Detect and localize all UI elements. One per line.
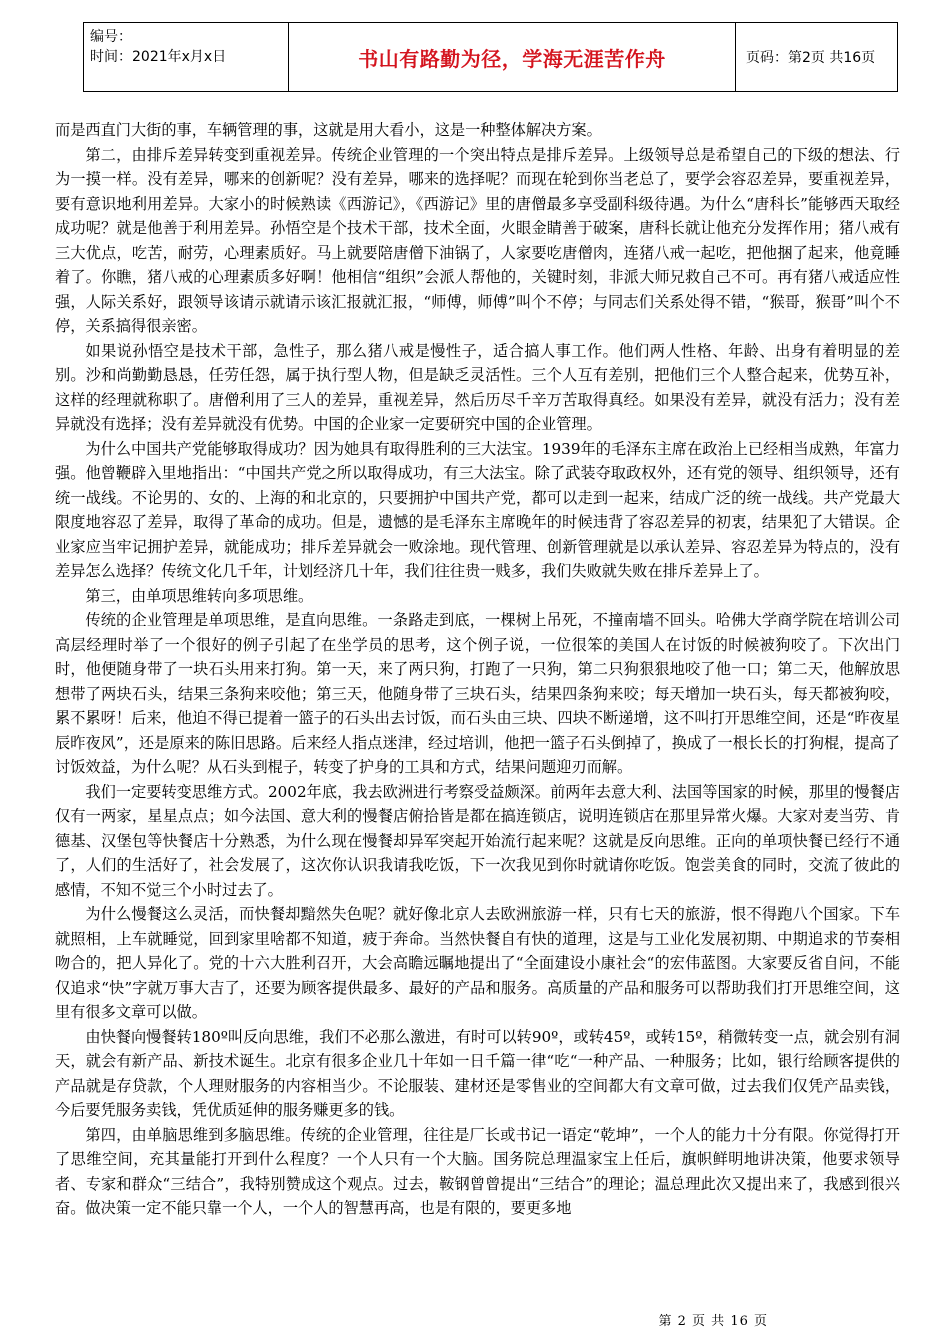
document-body: [55, 118, 900, 1221]
page-header: [83, 22, 898, 92]
page-footer: 第 2 页 共 16 页: [658, 1314, 768, 1329]
paragraph: 第三，由单项思维转向多项思维。: [85, 586, 314, 605]
paragraph: 第二，由排斥差异转变到重视差异。传统企业管理的一个突出特点是排斥差异。上级领导总是希望自己的下级的想法、行为一摸一样。没有差异，哪来的创新呢？没有差异，哪来的选择呢？而现在轮到你当老总了，要学会容忍差异，要重视差异，要有意识地利用差异。大家小的时候熟读《西游记》，《西游记》里的唐僧最多享受副科级待遇。为什么“唐科长”能够西天取经成功呢？就是他善于利用差异。孙悟空是个技术干部，技术全面，火眼金睛善于破案，唐科长就让他充分发挥作用；猪八戒有三大优点，吃苦，耐劳，心理素质好。马上就要陪唐僧下油锅了，人家要吃唐僧肉，连猪八戒一起吃，把他捆了起来，他竟睡着了。你瞧，猪八戒的心理素质多好啊！他相信“组织”会派人帮他的，关键时刻，非派大师兄救自己不可。再有猪八戒适应性强，人际关系好，跟领导该请示就请示该汇报就汇报，“师傅，师傅”叫个不停；与同志们关系处得不错，“猴哥，猴哥”叫个不停，关系搞得很亲密。: [55, 145, 900, 335]
paragraph: 为什么慢餐这么灵活，而快餐却黯然失色呢？就好像北京人去欧洲旅游一样，只有七天的旅游，恨不得跑八个国家。下车就照相，上车就睡觉，回到家里啥都不知道，疲于奔命。当然快餐自有快的道理，这是与工业化发展初期、中期追求的节奏相吻合的，把人异化了。党的十六大胜利召开，大会高瞻远瞩地提出了“全面建设小康社会“的宏伟蓝图。大家要反省自问，不能仅追求“快”字就万事大吉了，还要为顾客提供最多、最好的产品和服务。高质量的产品和服务可以帮助我们打开思维空间，这里有很多文章可以做。: [55, 905, 900, 1021]
header-motto: 书山有路勤为径，学海无涯苦作舟: [358, 46, 666, 71]
paragraph: 而是西直门大街的事，车辆管理的事，这就是用大看小，这是一种整体解决方案。: [55, 121, 602, 139]
header-info-cell: [84, 23, 289, 91]
paragraph: 为什么中国共产党能够取得成功？因为她具有取得胜利的三大法宝。1939年的毛泽东主席在政治上已经相当成熟，年富力强。他曾鞭辟入里地指出：“中国共产党之所以取得成功，有三大法宝。除了武装夺取政权外，还有党的领导、组织领导，还有统一战线。不论男的、女的、上海的和北京的，只要拥护中国共产党，都可以走到一起来，结成广泛的统一战线。共产党最大限度地容忍了差异，取得了革命的成功。但是，遗憾的是毛泽东主席晚年的时候违背了容忍差异的初衷，结果犯了大错误。企业家应当牢记拥护差异，就能成功；排斥差异就会一败涂地。现代管理、创新管理就是以承认差异、容忍差异为特点的，没有差异怎么选择？传统文化几千年，计划经济几十年，我们往往贵一贱多，我们失败就失败在排斥差异上了。: [55, 439, 900, 580]
header-motto-cell: [289, 23, 736, 91]
document-number-label: 编号：: [90, 29, 132, 45]
header-page-info: 页码：第2页 共16页: [746, 50, 876, 66]
document-time: 时间：2021年x月x日: [90, 49, 227, 65]
paragraph: 我们一定要转变思维方式。2002年底，我去欧洲进行考察受益颇深。前两年去意大利、法国等国家的时候，那里的慢餐店仅有一两家，星星点点；如今法国、意大利的慢餐店俯拾皆是都在搞连锁店，说明连锁店在那里异常火爆。大家对麦当劳、肯德基、汉堡包等快餐店十分熟悉，为什么现在慢餐却异军突起开始流行起来呢？这就是反向思维。正向的单项快餐已经行不通了，人们的生活好了，社会发展了，这次你认识我请我吃饭，下一次我见到你时就请你吃饭。饱尝美食的同时，交流了彼此的感情，不知不觉三个小时过去了。: [55, 782, 900, 899]
paragraph: 由快餐向慢餐转180º叫反向思维，我们不必那么激进，有时可以转90º，或转45º，或转15º，稍微转变一点，就会别有洞天，就会有新产品、新技术诞生。北京有很多企业几十年如一日千篇一律“吃“一种产品、一种服务；比如，银行给顾客提供的产品就是存贷款，个人理财服务的内容相当少。不论服装、建材还是零售业的空间都大有文章可做，过去我们仅凭产品卖钱，今后要凭服务卖钱，凭优质延伸的服务赚更多的钱。: [55, 1027, 900, 1119]
paragraph: 第四，由单脑思维到多脑思维。传统的企业管理，往往是厂长或书记一语定“乾坤”，一个人的能力十分有限。你觉得打开了思维空间，充其量能打开到什么程度？一个人只有一个大脑。国务院总理温家宝上任后，旗帜鲜明地讲决策，他要求领导者、专家和群众“三结合”，我特别赞成这个观点。过去，鞍钢曾曾提出“三结合”的理论；温总理此次又提出来了，我感到很兴奋。做决策一定不能只靠一个人，一个人的智慧再高，也是有限的，要更多地: [55, 1125, 900, 1217]
paragraph: 传统的企业管理是单项思维，是直向思维。一条路走到底，一棵树上吊死，不撞南墙不回头。哈佛大学商学院在培训公司高层经理时举了一个很好的例子引起了在坐学员的思考，这个例子说，一位很笨的美国人在讨饭的时候被狗咬了。下次出门时，他便随身带了一块石头用来打狗。第一天，来了两只狗，打跑了一只狗，第二只狗狠狠地咬了他一口；第二天，他解放思想带了两块石头，结果三条狗来咬他；第三天，他随身带了三块石头，结果四条狗来咬；每天增加一块石头，每天都被狗咬，累不累呀！后来，他迫不得已提着一篮子的石头出去讨饭，而石头由三块、四块不断递增，这不叫打开思维空间，还是“昨夜星辰昨夜风”，还是原来的陈旧思路。后来经人指点迷津，经过培训，他把一篮子石头倒掉了，换成了一根长长的打狗棍，提高了讨饭效益，为什么呢？从石头到棍子，转变了护身的工具和方式，结果问题迎刃而解。: [55, 611, 900, 776]
paragraph: 如果说孙悟空是技术干部，急性子，那么猪八戒是慢性子，适合搞人事工作。他们两人性格、年龄、出身有着明显的差别。沙和尚勤勤恳恳，任劳任怨，属于执行型人物，但是缺乏灵活性。三个人互有差别，把他们三个人整合起来，优势互补，这样的经理就称职了。唐僧利用了三人的差异，重视差异，然后历尽千辛万苦取得真经。如果没有差异，就没有活力；没有差异就没有选择；没有差异就没有优势。中国的企业家一定要研究中国的企业管理。: [55, 341, 900, 433]
header-page-cell: [736, 23, 897, 91]
